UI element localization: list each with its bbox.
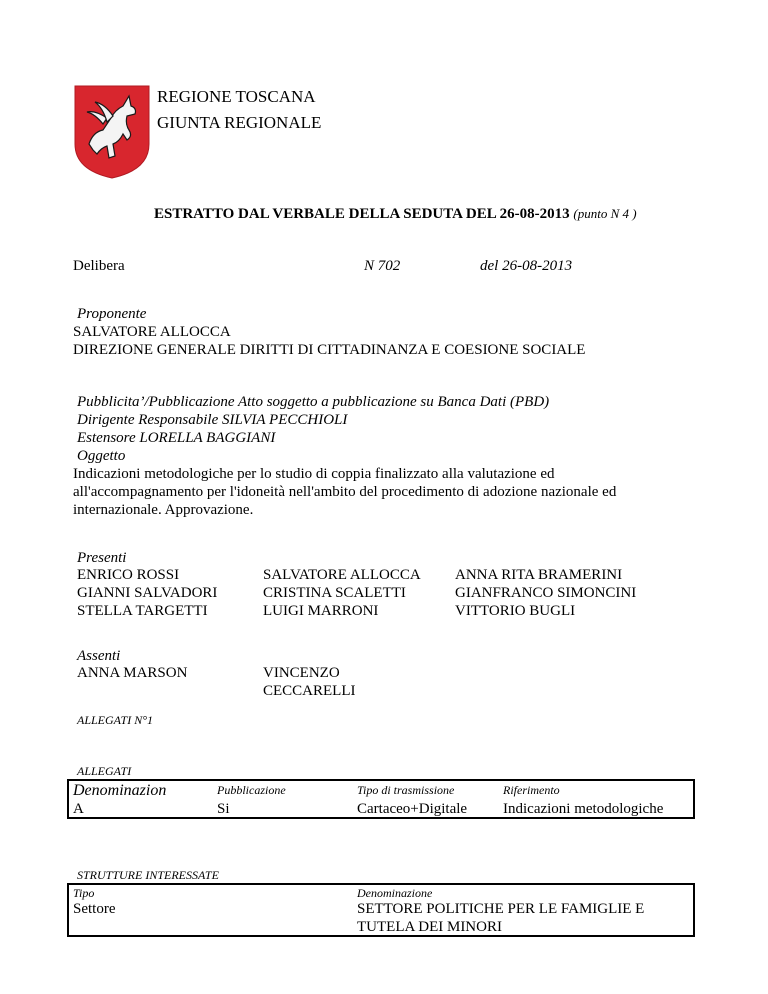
presenti-name: GIANNI SALVADORI: [77, 585, 218, 601]
strutture-label: STRUTTURE INTERESSATE: [77, 868, 219, 882]
oggetto-line: all'accompagnamento per l'idoneità nell'ambito del procedimento di adozione nazionale ed: [73, 484, 617, 500]
strutture-header-denominazione: Denominazione: [357, 886, 433, 900]
assenti-name: VINCENZO: [263, 665, 340, 681]
presenti-name: GIANFRANCO SIMONCINI: [455, 585, 637, 601]
strutture-cell-denominazione: SETTORE POLITICHE PER LE FAMIGLIE E: [357, 901, 645, 917]
allegati-header-denominazione: Denominazion: [73, 782, 167, 799]
extract-heading: [154, 206, 637, 223]
allegati-count: ALLEGATI N°1: [77, 713, 154, 727]
allegati-label: ALLEGATI: [77, 764, 132, 778]
pubblicita-line: Pubblicita’/Pubblicazione Atto soggetto a pubblicazione su Banca Dati (PBD): [77, 394, 550, 410]
presenti-name: CRISTINA SCALETTI: [263, 585, 406, 601]
delibera-date: del 26-08-2013: [480, 258, 573, 274]
oggetto-label: Oggetto: [77, 448, 126, 464]
assenti-label: Assenti: [77, 648, 121, 664]
oggetto-line: internazionale. Approvazione.: [73, 502, 254, 518]
proponente-label: Proponente: [77, 306, 147, 322]
presenti-name: VITTORIO BUGLI: [455, 603, 576, 619]
assenti-name: CECCARELLI: [263, 683, 356, 699]
org-subname: GIUNTA REGIONALE: [157, 113, 322, 132]
presenti-name: SALVATORE ALLOCCA: [263, 567, 421, 583]
allegati-cell: Si: [217, 801, 230, 817]
delibera-label: Delibera: [73, 258, 125, 274]
strutture-cell-denominazione: TUTELA DEI MINORI: [357, 919, 502, 935]
presenti-name: ANNA RITA BRAMERINI: [455, 567, 623, 583]
allegati-header-riferimento: Riferimento: [503, 783, 560, 797]
estensore-line: Estensore LORELLA BAGGIANI: [77, 430, 276, 446]
extract-punto: (punto N 4 ): [573, 206, 637, 221]
presenti-name: LUIGI MARRONI: [263, 603, 379, 619]
regione-toscana-logo: [73, 84, 151, 180]
oggetto-line: Indicazioni metodologiche per lo studio di coppia finalizzato alla valutazione ed: [73, 466, 555, 482]
allegati-cell: Indicazioni metodologiche: [503, 801, 664, 817]
allegati-cell: Cartaceo+Digitale: [357, 801, 468, 817]
strutture-header-tipo: Tipo: [73, 886, 95, 900]
proponente-name: SALVATORE ALLOCCA: [73, 324, 231, 340]
allegati-cell: A: [73, 801, 84, 817]
presenti-name: STELLA TARGETTI: [77, 603, 208, 619]
allegati-header-tipo: Tipo di trasmissione: [357, 783, 455, 797]
proponente-direzione: DIREZIONE GENERALE DIRITTI DI CITTADINANZA E COESIONE SOCIALE: [73, 342, 586, 358]
presenti-label: Presenti: [77, 550, 127, 566]
dirigente-line: Dirigente Responsabile SILVIA PECCHIOLI: [77, 412, 348, 428]
allegati-header-pubblicazione: Pubblicazione: [217, 783, 286, 797]
strutture-cell-tipo: Settore: [73, 901, 116, 917]
assenti-name: ANNA MARSON: [77, 665, 188, 681]
extract-title: ESTRATTO DAL VERBALE DELLA SEDUTA DEL 26-08-2013: [154, 206, 570, 222]
delibera-number: N 702: [364, 258, 401, 274]
org-name: REGIONE TOSCANA: [157, 87, 316, 106]
presenti-name: ENRICO ROSSI: [77, 567, 180, 583]
